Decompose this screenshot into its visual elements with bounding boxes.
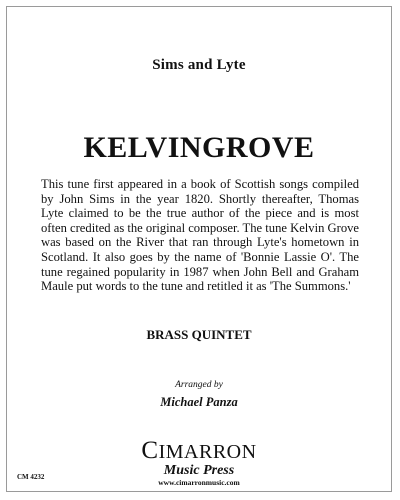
publisher-logo-initial: C [141,437,159,464]
publisher-logo-rest: IMARRON [158,441,257,463]
arranged-by-label: Arranged by [175,380,223,390]
instrumentation-label: BRASS QUINTET [146,327,252,342]
catalog-number: CM 4232 [17,473,45,481]
arranger-name: Michael Panza [160,395,238,409]
score-cover-page [6,6,392,492]
publisher-logo [7,437,391,478]
piece-title: KELVINGROVE [83,131,315,164]
composer-credit: Sims and Lyte [152,57,246,73]
publisher-website: www.cimarronmusic.com [158,478,240,487]
publisher-logo-name [7,437,391,464]
publisher-logo-subtitle: Music Press [163,463,235,478]
description-paragraph: This tune first appeared in a book of Scottish songs compiled by John Sims in the year 1820. Shortly thereafter, Thomas Lyte claimed to be the true author of the piece and is most often credited as the original composer. The tune Kelvin Grove was based on the River that ran through Lyte's hometown in Scotland. It also goes by the name of 'Bonnie Lassie O'. The tune regained popularity in 1987 when John Bell and Graham Maule put words to the tune and retitled it as 'The Summons.' [41,177,360,294]
